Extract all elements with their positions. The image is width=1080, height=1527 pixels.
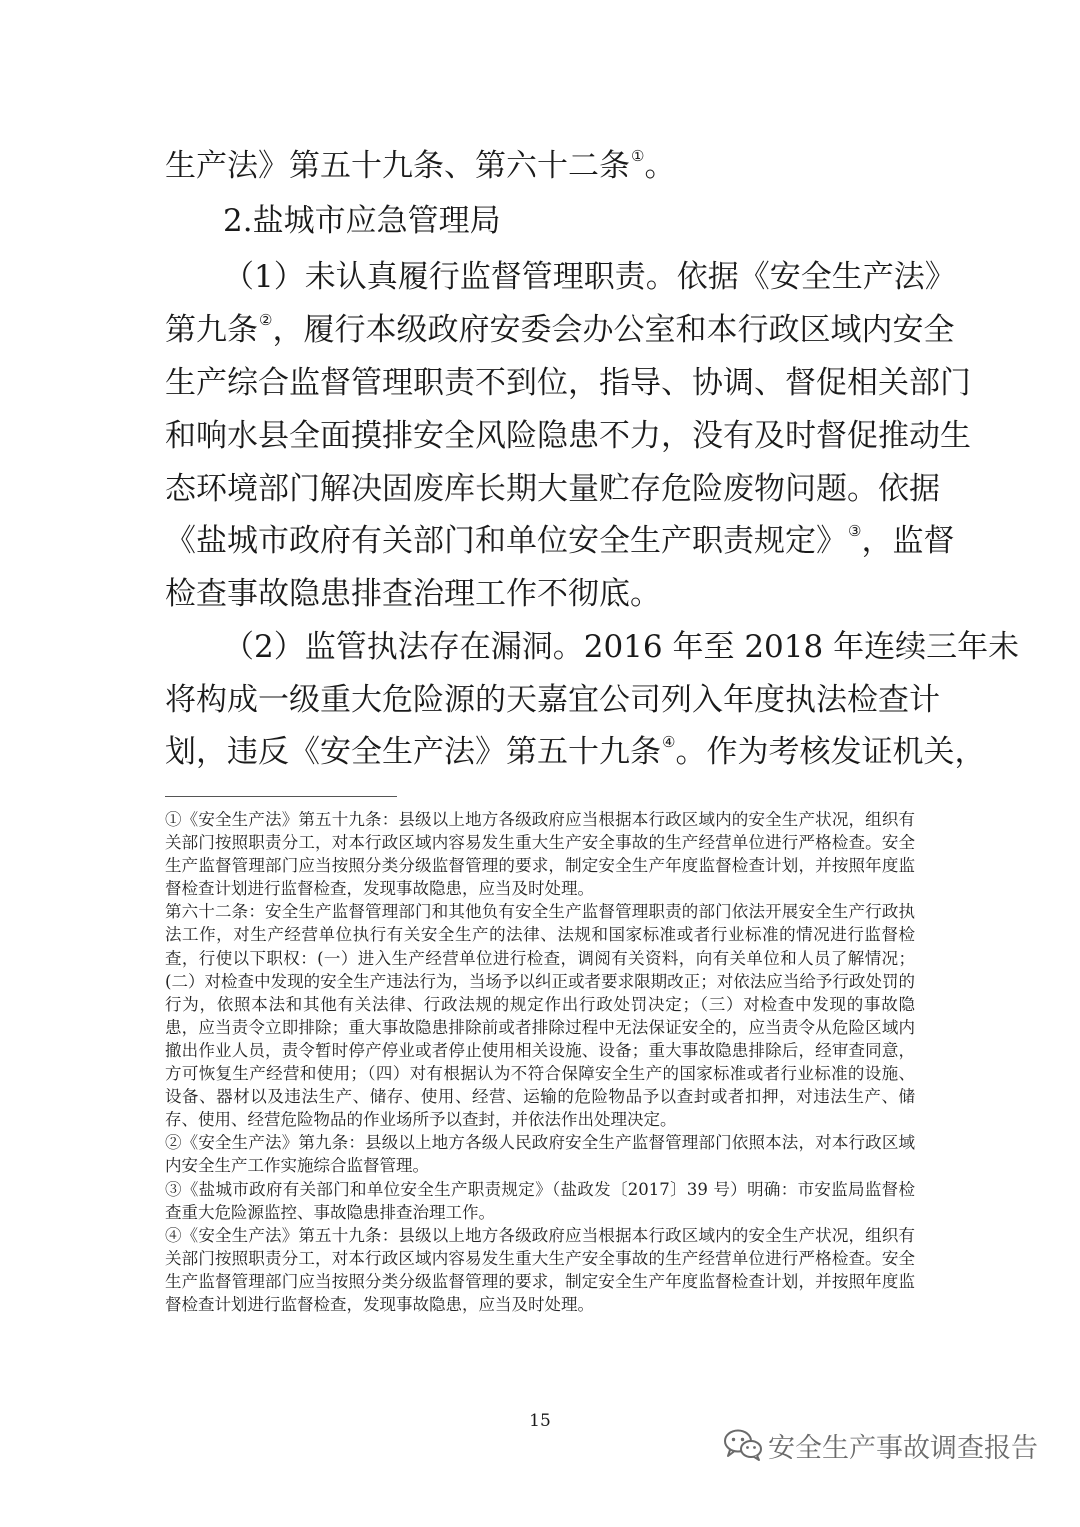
footnote-ref: ① bbox=[631, 147, 645, 165]
body-line: 生产法》第五十九条、第六十二条①。 bbox=[165, 147, 676, 184]
body-line: 划，违反《安全生产法》第五十九条④。作为考核发证机关， bbox=[165, 733, 986, 770]
body-line: 将构成一级重大危险源的天嘉宜公司列入年度执法检查计 bbox=[165, 682, 940, 718]
footnote-1-continued: 第六十二条：安全生产监督管理部门和其他负有安全生产监督管理职责的部门依法开展安全生产行政执法工作，对生产经营单位执行有关安全生产的法律、法规和国家标准或者行业标准的情况进行监督检查，行使以下职权：(一）进入生产经营单位进行检查，调阅有关资料，向有关单位和人员了解情况；(二）对检查中发现的安全生产违法行为，当场予以纠正或者要求限期改正；对依法应当给予行政处罚的行为，依照本法和其他有关法律、行政法规的规定作出行政处罚决定；（三）对检查中发现的事故隐患，应当责令立即排除；重大事故隐患排除前或者排除过程中无法保证安全的，应当责令从危险区域内撤出作业人员，责令暂时停产停业或者停止使用相关设施、设备；重大事故隐患排除后，经审查同意，方可恢复生产经营和使用；（四）对有根据认为不符合保障安全生产的国家标准或者行业标准的设施、设备、器材以及违法生产、储存、使用、经营、运输的危险物品予以查封或者扣押，对违法生产、储存、使用、经营危险物品的作业场所予以查封，并依法作出处理决定。 bbox=[165, 902, 915, 1130]
body-line: 《盐城市政府有关部门和单位安全生产职责规定》③，监督 bbox=[165, 522, 955, 559]
footnotes bbox=[165, 808, 915, 1316]
body-line: 和响水县全面摸排安全风险隐患不力，没有及时督促推动生 bbox=[165, 418, 971, 454]
footnote-divider bbox=[165, 796, 397, 797]
footnote-ref: ② bbox=[259, 311, 273, 329]
page-number: 15 bbox=[529, 1411, 551, 1431]
footnote-3: ③《盐城市政府有关部门和单位安全生产职责规定》（盐政发〔2017〕39 号）明确：市安监局监督检查重大危险源监控、事故隐患排查治理工作。 bbox=[165, 1179, 915, 1222]
body-line: 生产综合监督管理职责不到位，指导、协调、督促相关部门 bbox=[165, 365, 971, 401]
watermark bbox=[722, 1425, 1038, 1465]
section-heading: 2.盐城市应急管理局 bbox=[223, 203, 501, 239]
wechat-icon bbox=[722, 1427, 764, 1463]
body-line: 态环境部门解决固废库长期大量贮存危险废物问题。依据 bbox=[165, 471, 940, 507]
footnote-ref: ③ bbox=[848, 522, 862, 540]
body-line: （2）监管执法存在漏洞。2016 年至 2018 年连续三年未 bbox=[223, 629, 1020, 665]
body-line: （1）未认真履行监督管理职责。依据《安全生产法》 bbox=[223, 259, 956, 295]
footnote-ref: ④ bbox=[662, 733, 676, 751]
body-line: 第九条②，履行本级政府安委会办公室和本行政区域内安全 bbox=[165, 311, 955, 348]
footnote-2: ②《安全生产法》第九条：县级以上地方各级人民政府安全生产监督管理部门依照本法，对本行政区域内安全生产工作实施综合监督管理。 bbox=[165, 1133, 915, 1176]
footnote-1: ①《安全生产法》第五十九条：县级以上地方各级政府应当根据本行政区域内的安全生产状况，组织有关部门按照职责分工，对本行政区域内容易发生重大生产安全事故的生产经营单位进行严格检查。安全生产监督管理部门应当按照分类分级监督管理的要求，制定安全生产年度监督检查计划，并按照年度监督检查计划进行监督检查，发现事故隐患，应当及时处理。 bbox=[165, 810, 915, 899]
watermark-text: 安全生产事故调查报告 bbox=[768, 1432, 1038, 1464]
body-line: 检查事故隐患排查治理工作不彻底。 bbox=[165, 576, 661, 612]
footnote-4: ④《安全生产法》第五十九条：县级以上地方各级政府应当根据本行政区域内的安全生产状况，组织有关部门按照职责分工，对本行政区域内容易发生重大生产安全事故的生产经营单位进行严格检查。安全生产监督管理部门应当按照分类分级监督管理的要求，制定安全生产年度监督检查计划，并按照年度监督检查计划进行监督检查，发现事故隐患，应当及时处理。 bbox=[165, 1225, 915, 1314]
